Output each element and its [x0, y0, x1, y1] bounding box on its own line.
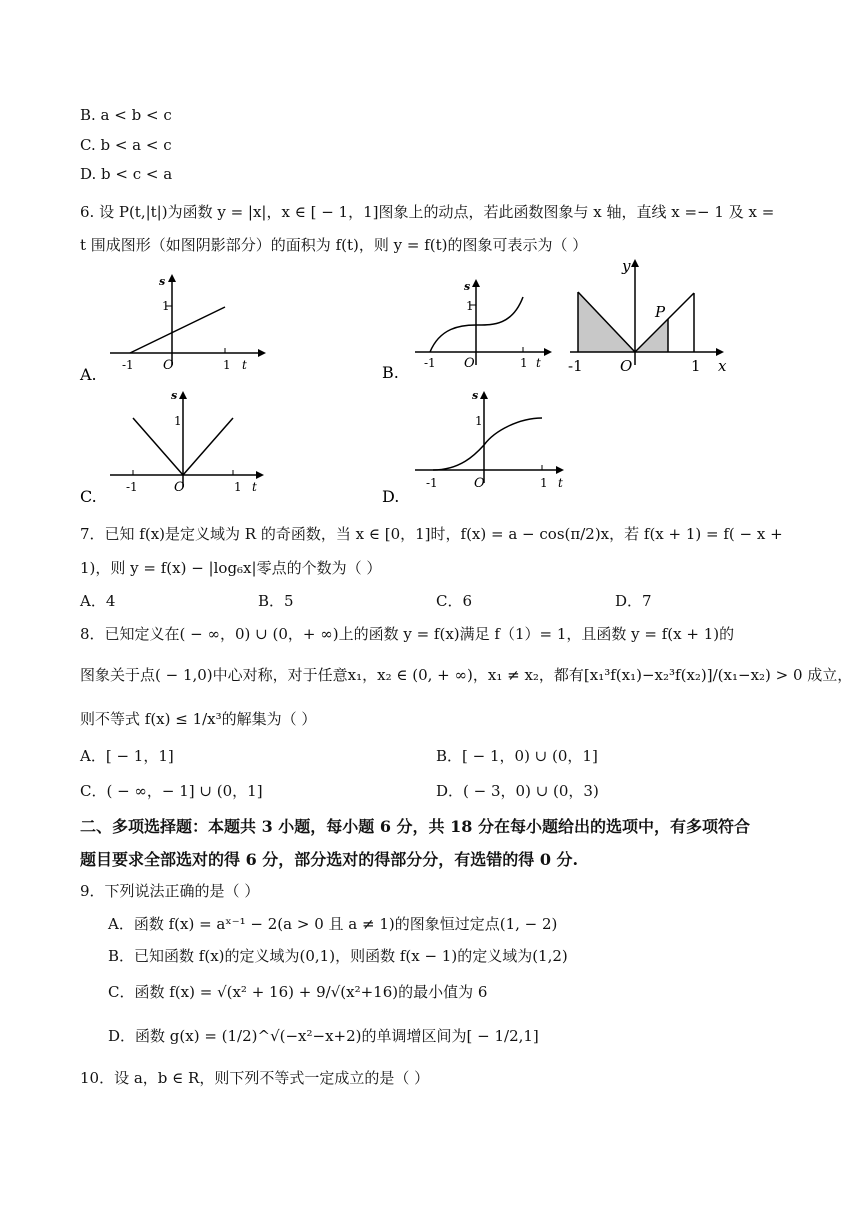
graph-d-t: t	[558, 476, 563, 490]
graph-b-neg-one: -1	[424, 356, 436, 370]
q9-option-a: A．函数 f(x) = aˣ⁻¹ − 2(a > 0 且 a ≠ 1)的图象恒过定点(1, − 2)	[108, 915, 558, 933]
section2-heading-line1: 二、多项选择题：本题共 3 小题，每小题 6 分，共 18 分在每小题给出的选项中，有多项符合	[80, 817, 750, 836]
q8-option-b: B．[ − 1，0) ∪ (0，1]	[436, 747, 598, 765]
graph-d-origin: O	[474, 476, 485, 491]
graph-b-s: s	[464, 280, 471, 293]
q8-line3: 则不等式 f(x) ≤ 1/x³的解集为（ ）	[80, 710, 317, 728]
q8-option-c: C．( − ∞，− 1] ∪ (0，1]	[80, 782, 263, 800]
figure-origin: O	[620, 357, 633, 375]
figure-neg-one: -1	[568, 357, 583, 375]
graph-b-one: 1	[466, 299, 474, 313]
graph-c-neg-one: -1	[126, 480, 138, 494]
q6-line1: 6. 设 P(t,|t|)为函数 y = |x|，x ∈ [ − 1，1]图象上的动点，若此函数图象与 x 轴，直线 x =− 1 及 x =	[80, 203, 775, 221]
graph-c-t: t	[252, 480, 257, 494]
graph-b-t: t	[536, 356, 541, 370]
graph-c-origin: O	[174, 480, 185, 495]
option-b-prev: B. a < b < c	[80, 106, 172, 124]
graph-c-one: 1	[174, 414, 182, 428]
figure-x: x	[718, 357, 727, 375]
q8-line1: 8．已知定义在( − ∞，0) ∪ (0，+ ∞)上的函数 y = f(x)满足 f（1）= 1，且函数 y = f(x + 1)的	[80, 625, 735, 643]
graph-d-one: 1	[475, 414, 483, 428]
graph-a-t: t	[242, 358, 247, 372]
q9-option-b: B．已知函数 f(x)的定义域为(0,1)，则函数 f(x − 1)的定义域为(1,2)	[108, 947, 568, 965]
graph-d	[380, 385, 570, 505]
graph-c-label: C.	[80, 487, 97, 506]
section2-heading-line2: 题目要求全部选对的得 6 分，部分选对的得部分分，有选错的得 0 分.	[80, 850, 579, 869]
graph-c	[80, 385, 270, 505]
figure-p: P	[655, 303, 666, 321]
q7-option-d: D．7	[615, 592, 652, 610]
graph-a	[80, 270, 270, 385]
graph-c-one-x: 1	[234, 480, 242, 494]
q9-option-d: D．函数 g(x) = (1/2)^√(−x²−x+2)的单调增区间为[ − 1/2,1]	[108, 1027, 539, 1045]
graph-d-one-x: 1	[540, 476, 548, 490]
graph-d-neg-one: -1	[426, 476, 438, 490]
q7-line1: 7．已知 f(x)是定义域为 R 的奇函数，当 x ∈ [0，1]时，f(x) = a − cos(π/2)x，若 f(x + 1) = f( − x +	[80, 525, 783, 543]
graph-a-one: 1	[162, 299, 170, 313]
graph-b-origin: O	[464, 356, 475, 371]
graph-b-one-x: 1	[520, 356, 528, 370]
q8-option-a: A．[ − 1，1]	[80, 747, 174, 765]
figure-shaded-area	[560, 255, 745, 380]
figure-one: 1	[691, 357, 701, 375]
q7-option-a: A．4	[80, 592, 116, 610]
option-d-prev: D. b < c < a	[80, 165, 173, 183]
q9-stem: 9．下列说法正确的是（ ）	[80, 882, 260, 900]
q10-stem: 10．设 a，b ∈ R，则下列不等式一定成立的是（ ）	[80, 1069, 430, 1087]
q8-option-d: D．( − 3，0) ∪ (0，3)	[436, 782, 599, 800]
graph-a-s: s	[159, 275, 166, 288]
graph-a-label: A.	[80, 365, 97, 384]
option-c-prev: C. b < a < c	[80, 136, 172, 154]
q6-line2: t 围成图形（如图阴影部分）的面积为 f(t)，则 y = f(t)的图象可表示为（ ）	[80, 236, 588, 254]
graph-c-s: s	[171, 389, 178, 402]
q7-option-c: C．6	[436, 592, 473, 610]
graph-d-label: D.	[382, 487, 400, 506]
graph-d-s: s	[472, 389, 479, 402]
q7-option-b: B．5	[258, 592, 294, 610]
figure-y: y	[622, 257, 631, 275]
q9-option-c: C．函数 f(x) = √(x² + 16) + 9/√(x²+16)的最小值为 6	[108, 983, 488, 1001]
q7-line2: 1)，则 y = f(x) − |log₆x|零点的个数为（ ）	[80, 559, 382, 577]
graph-b	[380, 270, 560, 385]
graph-a-neg-one: -1	[122, 358, 134, 372]
graph-a-origin: O	[163, 358, 174, 373]
graph-b-label: B.	[382, 363, 399, 382]
q8-line2: 图象关于点( − 1,0)中心对称，对于任意x₁，x₂ ∈ (0, + ∞)，x₁ ≠ x₂，都有[x₁³f(x₁)−x₂³f(x₂)]/(x₁−x₂) > 0 成立，	[80, 666, 853, 684]
graph-a-one-x: 1	[223, 358, 231, 372]
